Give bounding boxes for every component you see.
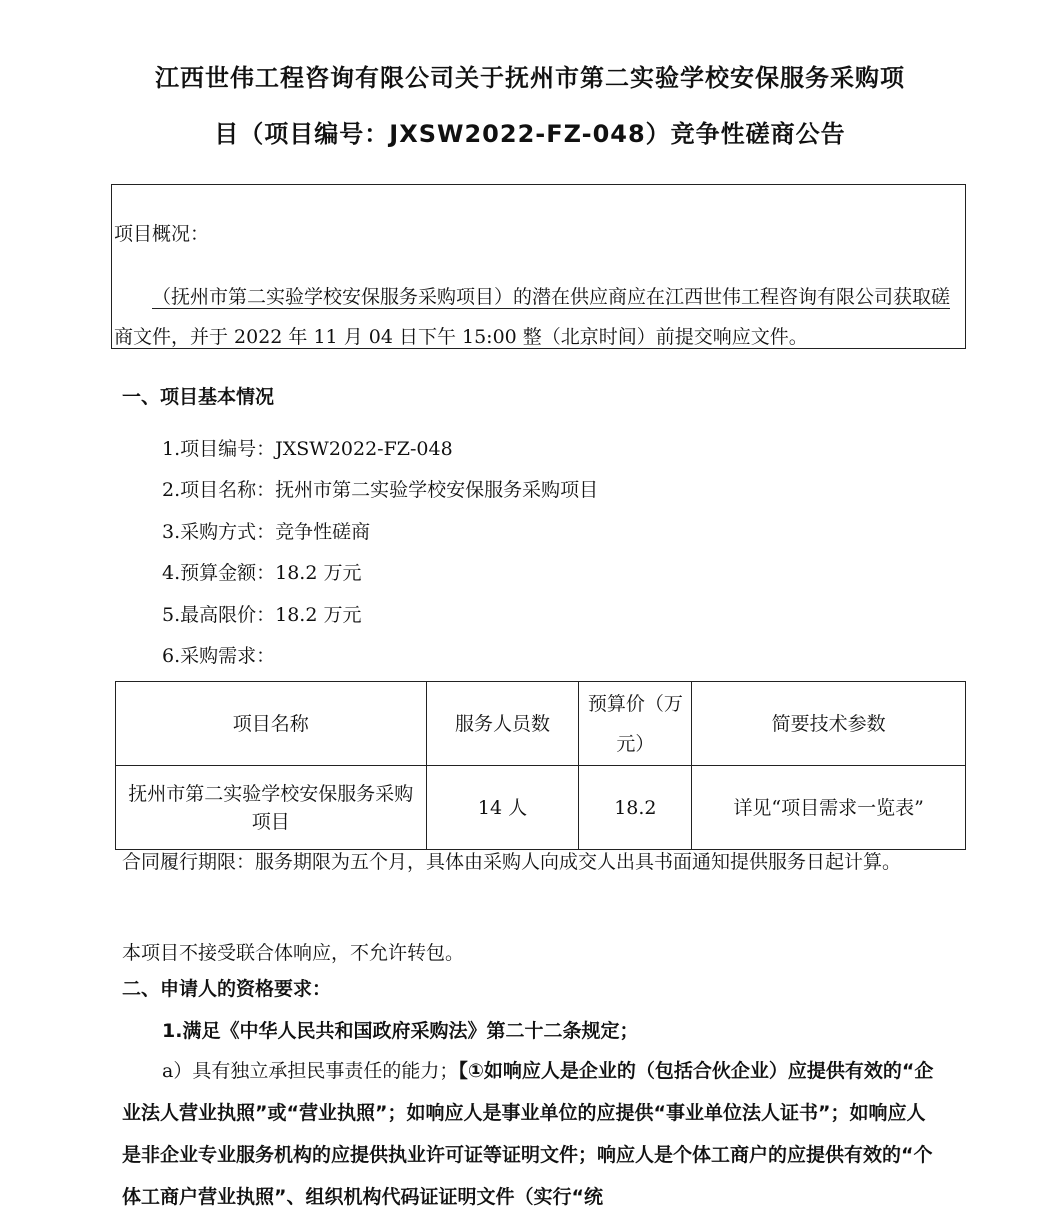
table-cell: 抚州市第二实验学校安保服务采购项目 (116, 766, 427, 850)
table-cell: 14 人 (426, 766, 579, 850)
qualification-a-bold: 【①如响应人是企业的（包括合伙企业）应提供有效的“企业法人营业执照”或“营业执照”；如响应人是事业单位的应提供“事业单位法人证书”；如响应人是非企业专业服务机构的应提供执业许可证等证明文件；响应人是个体工商户的应提供有效的“个体工商户营业执照”、组织机构代码证证明文件（实行“统 (122, 1060, 934, 1208)
contract-term-text: 合同履行期限：服务期限为五个月，具体由采购人向成交人出具书面通知提供服务日起计算。 (122, 851, 902, 873)
qualification-a-text (122, 1050, 942, 1218)
table-header-row (116, 682, 966, 766)
item-procurement-needs: 6.采购需求： (162, 645, 276, 667)
item-procurement-method: 3.采购方式：竞争性磋商 (162, 521, 371, 543)
overview-text (114, 277, 964, 357)
table-cell: 18.2 (579, 766, 692, 850)
table-header-cell: 简要技术参数 (692, 682, 966, 766)
table-header-cell: 预算价（万元） (579, 682, 692, 766)
project-overview-box (111, 184, 966, 349)
section-1-heading: 一、项目基本情况 (122, 386, 275, 408)
qualification-a-prefix: a）具有独立承担民事责任的能力； (162, 1060, 459, 1082)
overview-label: 项目概况： (114, 223, 210, 245)
section-2-heading: 二、申请人的资格要求： (122, 978, 332, 1000)
item-budget: 4.预算金额：18.2 万元 (162, 562, 362, 584)
requirements-table (115, 681, 966, 850)
page-title-line-1: 江西世伟工程咨询有限公司关于抚州市第二实验学校安保服务采购项 (155, 64, 905, 92)
item-project-number: 1.项目编号：JXSW2022-FZ-048 (162, 438, 453, 460)
no-consortium-text: 本项目不接受联合体响应，不允许转包。 (122, 942, 465, 964)
table-cell: 详见“项目需求一览表” (692, 766, 966, 850)
table-row (116, 766, 966, 850)
page-title-line-2: 目（项目编号：JXSW2022-FZ-048）竞争性磋商公告 (214, 120, 846, 148)
table-header-cell: 服务人员数 (426, 682, 579, 766)
overview-text-underlined: （抚州市第二实验学校安保服务采购项目）的潜在供应商应在江西世伟工程咨询有限公司获取磋商文件，并于 2022 年 11 月 04 日下午 15:00 整（北京时间）前提交响应文件。 (114, 286, 951, 348)
item-project-name: 2.项目名称：抚州市第二实验学校安保服务采购项目 (162, 479, 599, 501)
table-header-cell: 项目名称 (116, 682, 427, 766)
section-2-sub-1: 1.满足《中华人民共和国政府采购法》第二十二条规定； (162, 1020, 639, 1042)
item-max-price: 5.最高限价：18.2 万元 (162, 604, 362, 626)
